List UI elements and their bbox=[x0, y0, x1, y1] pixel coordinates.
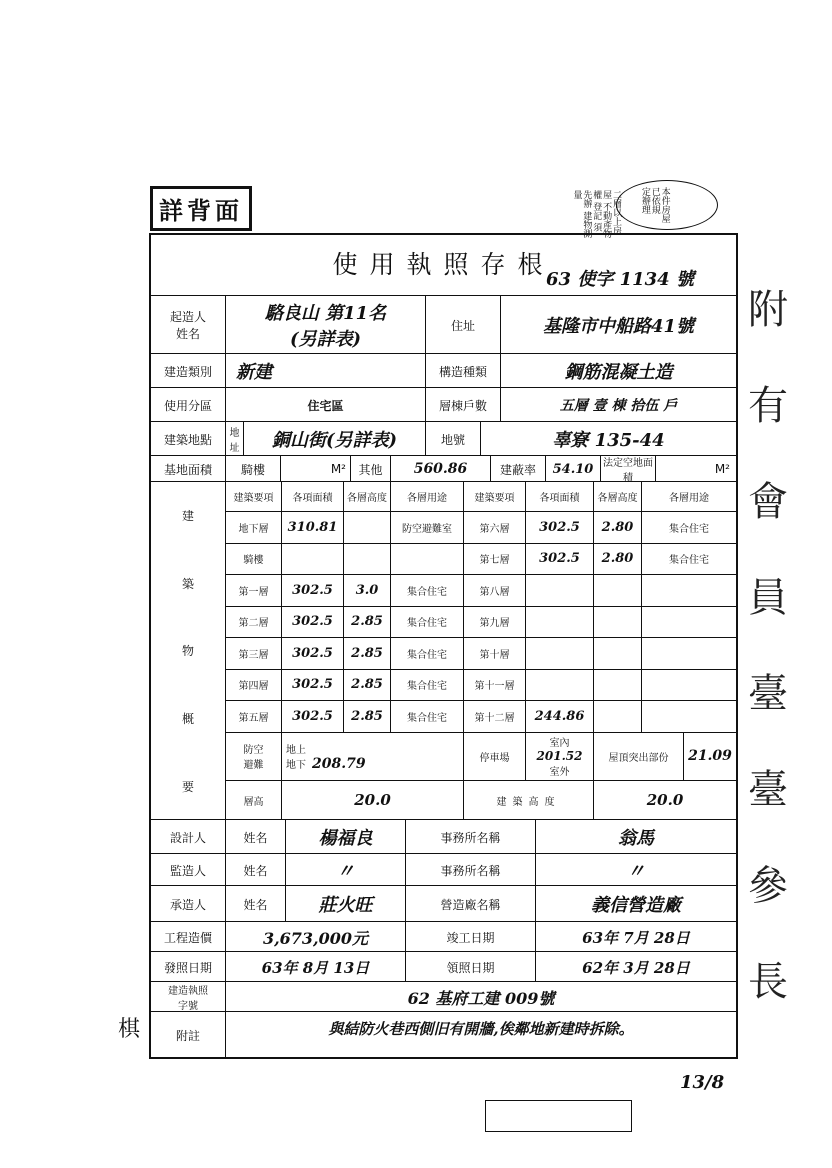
arcade-label: 騎樓 bbox=[226, 456, 281, 482]
floor-name: 第七層 bbox=[464, 544, 526, 576]
below-ground-label: 地下 bbox=[286, 759, 306, 771]
other-label: 其他 bbox=[351, 456, 391, 482]
area-row bbox=[151, 455, 736, 482]
cost-value: 3,673,000元 bbox=[226, 922, 406, 952]
parking-indoor-label: 室內 bbox=[549, 738, 570, 749]
address-value: 基隆市中船路41號 bbox=[542, 316, 695, 337]
floor-area bbox=[282, 544, 344, 576]
header-cell: 各項面積 bbox=[526, 482, 594, 512]
story-height-value: 20.0 bbox=[282, 781, 464, 821]
floor-area: 244.86 bbox=[526, 701, 594, 733]
lot-value: 辜寮 135-44 bbox=[552, 430, 665, 451]
vertical-char: 物 bbox=[181, 644, 194, 659]
site-label: 建築地點 bbox=[151, 422, 226, 456]
floor-name: 第十二層 bbox=[464, 701, 526, 733]
floor-use bbox=[642, 607, 736, 639]
site-row bbox=[151, 421, 736, 456]
parking-label: 停車場 bbox=[464, 733, 526, 781]
vertical-char: 概 bbox=[181, 712, 194, 727]
header-cell: 各層用途 bbox=[391, 482, 464, 512]
roof-label: 屋頂突出部份 bbox=[594, 733, 684, 781]
right-char: 有 bbox=[748, 383, 788, 429]
open-area-unit: M² bbox=[714, 462, 730, 476]
floor-height bbox=[594, 607, 642, 639]
arcade-unit: M² bbox=[281, 456, 351, 482]
designer-firm-label: 事務所名稱 bbox=[406, 820, 536, 854]
floors-value: 五層 壹 棟 拾伍 戶 bbox=[559, 398, 678, 414]
floor-area: 302.5 bbox=[526, 512, 594, 544]
floors-label: 層棟戶數 bbox=[426, 388, 501, 422]
owner-label-a: 起造人 bbox=[169, 310, 206, 324]
contractor-name-label: 姓名 bbox=[226, 886, 286, 922]
floor-height bbox=[594, 638, 642, 670]
floor-use bbox=[391, 544, 464, 576]
floor-name: 第三層 bbox=[226, 638, 282, 670]
floor-grid bbox=[226, 482, 736, 820]
designer-firm: 翁馬 bbox=[618, 828, 654, 849]
designer-name: 楊福良 bbox=[286, 820, 406, 854]
cost-label: 工程造價 bbox=[151, 922, 226, 952]
floor-height: 2.80 bbox=[594, 512, 642, 544]
shelter-label-a: 防空 bbox=[243, 745, 264, 756]
zone-row bbox=[151, 387, 736, 422]
owner-label bbox=[151, 296, 226, 354]
header-cell: 各層高度 bbox=[344, 482, 391, 512]
issue-row bbox=[151, 951, 736, 982]
zone-label: 使用分區 bbox=[151, 388, 226, 422]
below-ground-value: 208.79 bbox=[312, 755, 366, 772]
roof-value: 21.09 bbox=[684, 733, 736, 781]
ratio-value: 54.10 bbox=[546, 456, 601, 482]
floor-area bbox=[526, 575, 594, 607]
vertical-char: 築 bbox=[181, 576, 194, 591]
floor-use: 集合住宅 bbox=[391, 701, 464, 733]
owner-row bbox=[151, 295, 736, 354]
contractor-label: 承造人 bbox=[151, 886, 226, 922]
floor-height: 2.85 bbox=[344, 607, 391, 639]
supervisor-firm: 〃 bbox=[627, 861, 645, 882]
floor-use: 防空避難室 bbox=[391, 512, 464, 544]
floor-name: 騎樓 bbox=[226, 544, 282, 576]
building-height-value: 20.0 bbox=[646, 791, 684, 810]
lot-label: 地號 bbox=[426, 422, 481, 456]
floor-height: 2.85 bbox=[344, 670, 391, 702]
floor-use: 集合住宅 bbox=[391, 638, 464, 670]
floor-name: 第一層 bbox=[226, 575, 282, 607]
right-char: 長 bbox=[748, 959, 788, 1005]
floor-name: 第二層 bbox=[226, 607, 282, 639]
ratio-label: 建蔽率 bbox=[491, 456, 546, 482]
header-cell: 各層用途 bbox=[642, 482, 736, 512]
right-margin-text bbox=[748, 262, 818, 1030]
shelter-label-b: 避難 bbox=[243, 760, 264, 771]
supervisor-name-label: 姓名 bbox=[226, 854, 286, 886]
floor-height bbox=[594, 670, 642, 702]
building-block bbox=[151, 481, 736, 820]
vertical-char: 建 bbox=[181, 509, 194, 524]
building-vertical-label bbox=[151, 482, 226, 820]
floor-area: 302.5 bbox=[282, 638, 344, 670]
floor-area: 310.81 bbox=[282, 512, 344, 544]
right-char: 員 bbox=[748, 575, 788, 621]
remark-label: 附註 bbox=[151, 1012, 226, 1058]
address-label: 住址 bbox=[426, 296, 501, 354]
floor-name: 第十一層 bbox=[464, 670, 526, 702]
permit-number: 63 使字 1134 號 bbox=[546, 269, 694, 290]
supervisor-name: 〃 bbox=[286, 854, 406, 886]
floor-area bbox=[526, 670, 594, 702]
signature-box bbox=[485, 1100, 632, 1132]
contractor-firm: 義信營造廠 bbox=[591, 895, 681, 916]
floor-area bbox=[526, 607, 594, 639]
owner-name: 駱良山 第11名 bbox=[264, 303, 387, 324]
zone-value: 住宅區 bbox=[226, 388, 426, 422]
contractor-row bbox=[151, 885, 736, 922]
owner-value bbox=[226, 296, 426, 354]
structure-value: 鋼筋混凝土造 bbox=[564, 362, 673, 383]
floor-use: 集合住宅 bbox=[391, 670, 464, 702]
right-char: 臺 bbox=[748, 671, 788, 717]
designer-row bbox=[151, 819, 736, 854]
open-area-label: 法定空地面積 bbox=[601, 456, 656, 482]
issue-label: 發照日期 bbox=[151, 952, 226, 982]
side-note: 二層以上房屋 不動產物權 登記 須先辦 建物測量 bbox=[571, 190, 621, 238]
page-mark: 13/8 bbox=[680, 1072, 725, 1093]
contractor-firm-label: 營造廠名稱 bbox=[406, 886, 536, 922]
site-sub-label: 地址 bbox=[226, 422, 244, 456]
contractor-name: 莊火旺 bbox=[286, 886, 406, 922]
floor-use: 集合住宅 bbox=[642, 544, 736, 576]
floor-use: 集合住宅 bbox=[391, 575, 464, 607]
shelter-areas bbox=[282, 733, 464, 781]
header-cell: 建築要項 bbox=[226, 482, 282, 512]
site-area-label: 基地面積 bbox=[151, 456, 226, 482]
floor-name: 第九層 bbox=[464, 607, 526, 639]
remark-row bbox=[151, 1011, 736, 1058]
floor-height bbox=[344, 544, 391, 576]
receive-date-label: 領照日期 bbox=[406, 952, 536, 982]
floor-area: 302.5 bbox=[282, 575, 344, 607]
floor-area: 302.5 bbox=[282, 701, 344, 733]
parking-values bbox=[526, 733, 594, 781]
floor-name: 第六層 bbox=[464, 512, 526, 544]
other-value: 560.86 bbox=[391, 456, 491, 482]
build-type-value: 新建 bbox=[226, 354, 426, 388]
parking-indoor-value: 201.52 bbox=[536, 749, 583, 763]
permit-form bbox=[149, 233, 738, 1059]
floor-name: 第八層 bbox=[464, 575, 526, 607]
right-char: 附 bbox=[748, 287, 788, 333]
floor-name: 第十層 bbox=[464, 638, 526, 670]
side-circle-seal bbox=[616, 180, 718, 230]
site-value: 銅山街(另詳表) bbox=[244, 422, 426, 456]
header-cell: 各層高度 bbox=[594, 482, 642, 512]
floor-height: 2.85 bbox=[344, 701, 391, 733]
type-row bbox=[151, 353, 736, 388]
floor-area: 302.5 bbox=[282, 670, 344, 702]
floor-area: 302.5 bbox=[282, 607, 344, 639]
build-permit-label bbox=[151, 982, 226, 1012]
supervisor-label: 監造人 bbox=[151, 854, 226, 886]
floor-height bbox=[594, 701, 642, 733]
floor-use: 集合住宅 bbox=[642, 512, 736, 544]
margin-left-char: 棋 bbox=[118, 1017, 141, 1042]
build-permit-value: 62 基府工建 009號 bbox=[407, 988, 555, 1008]
form-title: 使用執照存根 bbox=[332, 250, 555, 279]
receive-date-value: 62年 3月 28日 bbox=[582, 958, 690, 977]
right-char: 會 bbox=[748, 479, 788, 525]
below-ground-line bbox=[286, 756, 366, 772]
done-date-label: 竣工日期 bbox=[406, 922, 536, 952]
parking-outdoor-label: 室外 bbox=[549, 767, 570, 778]
floor-name: 第五層 bbox=[226, 701, 282, 733]
above-ground-label: 地上 bbox=[286, 744, 306, 756]
designer-label: 設計人 bbox=[151, 820, 226, 854]
floor-use bbox=[642, 638, 736, 670]
structure-label: 構造種類 bbox=[426, 354, 501, 388]
floor-use bbox=[642, 575, 736, 607]
floor-height: 2.85 bbox=[344, 638, 391, 670]
designer-name-label: 姓名 bbox=[226, 820, 286, 854]
right-char: 參 bbox=[748, 863, 788, 909]
side-circle-text: 本件房屋 已依規 定辦理 bbox=[639, 187, 670, 223]
cost-row bbox=[151, 921, 736, 952]
build-permit-label-a: 建造執照 bbox=[168, 986, 208, 997]
floor-use: 集合住宅 bbox=[391, 607, 464, 639]
detail-reverse-stamp: 詳背面 bbox=[150, 186, 252, 231]
floor-use bbox=[642, 670, 736, 702]
floor-height bbox=[594, 575, 642, 607]
owner-label-b: 姓名 bbox=[175, 327, 200, 341]
remark-value: 與結防火巷西側旧有開牆,俟鄰地新建時拆除。 bbox=[328, 1020, 634, 1038]
floor-area: 302.5 bbox=[526, 544, 594, 576]
floor-area bbox=[526, 638, 594, 670]
floor-height: 3.0 bbox=[344, 575, 391, 607]
done-date-value: 63年 7月 28日 bbox=[582, 928, 690, 947]
header-cell: 建築要項 bbox=[464, 482, 526, 512]
header-cell: 各項面積 bbox=[282, 482, 344, 512]
vertical-char: 要 bbox=[181, 779, 194, 794]
owner-note: (另詳表) bbox=[289, 329, 362, 350]
supervisor-row bbox=[151, 853, 736, 886]
floor-height bbox=[344, 512, 391, 544]
floor-name: 地下層 bbox=[226, 512, 282, 544]
issue-value: 63年 8月 13日 bbox=[226, 952, 406, 982]
floor-height: 2.80 bbox=[594, 544, 642, 576]
build-permit-label-b: 字號 bbox=[178, 1001, 198, 1012]
floor-use bbox=[642, 701, 736, 733]
shelter-label bbox=[226, 733, 282, 781]
build-type-label: 建造類別 bbox=[151, 354, 226, 388]
supervisor-firm-label: 事務所名稱 bbox=[406, 854, 536, 886]
right-char: 臺 bbox=[748, 767, 788, 813]
building-height-label: 建築高度 bbox=[464, 781, 594, 821]
floor-name: 第四層 bbox=[226, 670, 282, 702]
build-permit-row bbox=[151, 981, 736, 1012]
story-height-label: 層高 bbox=[226, 781, 282, 821]
